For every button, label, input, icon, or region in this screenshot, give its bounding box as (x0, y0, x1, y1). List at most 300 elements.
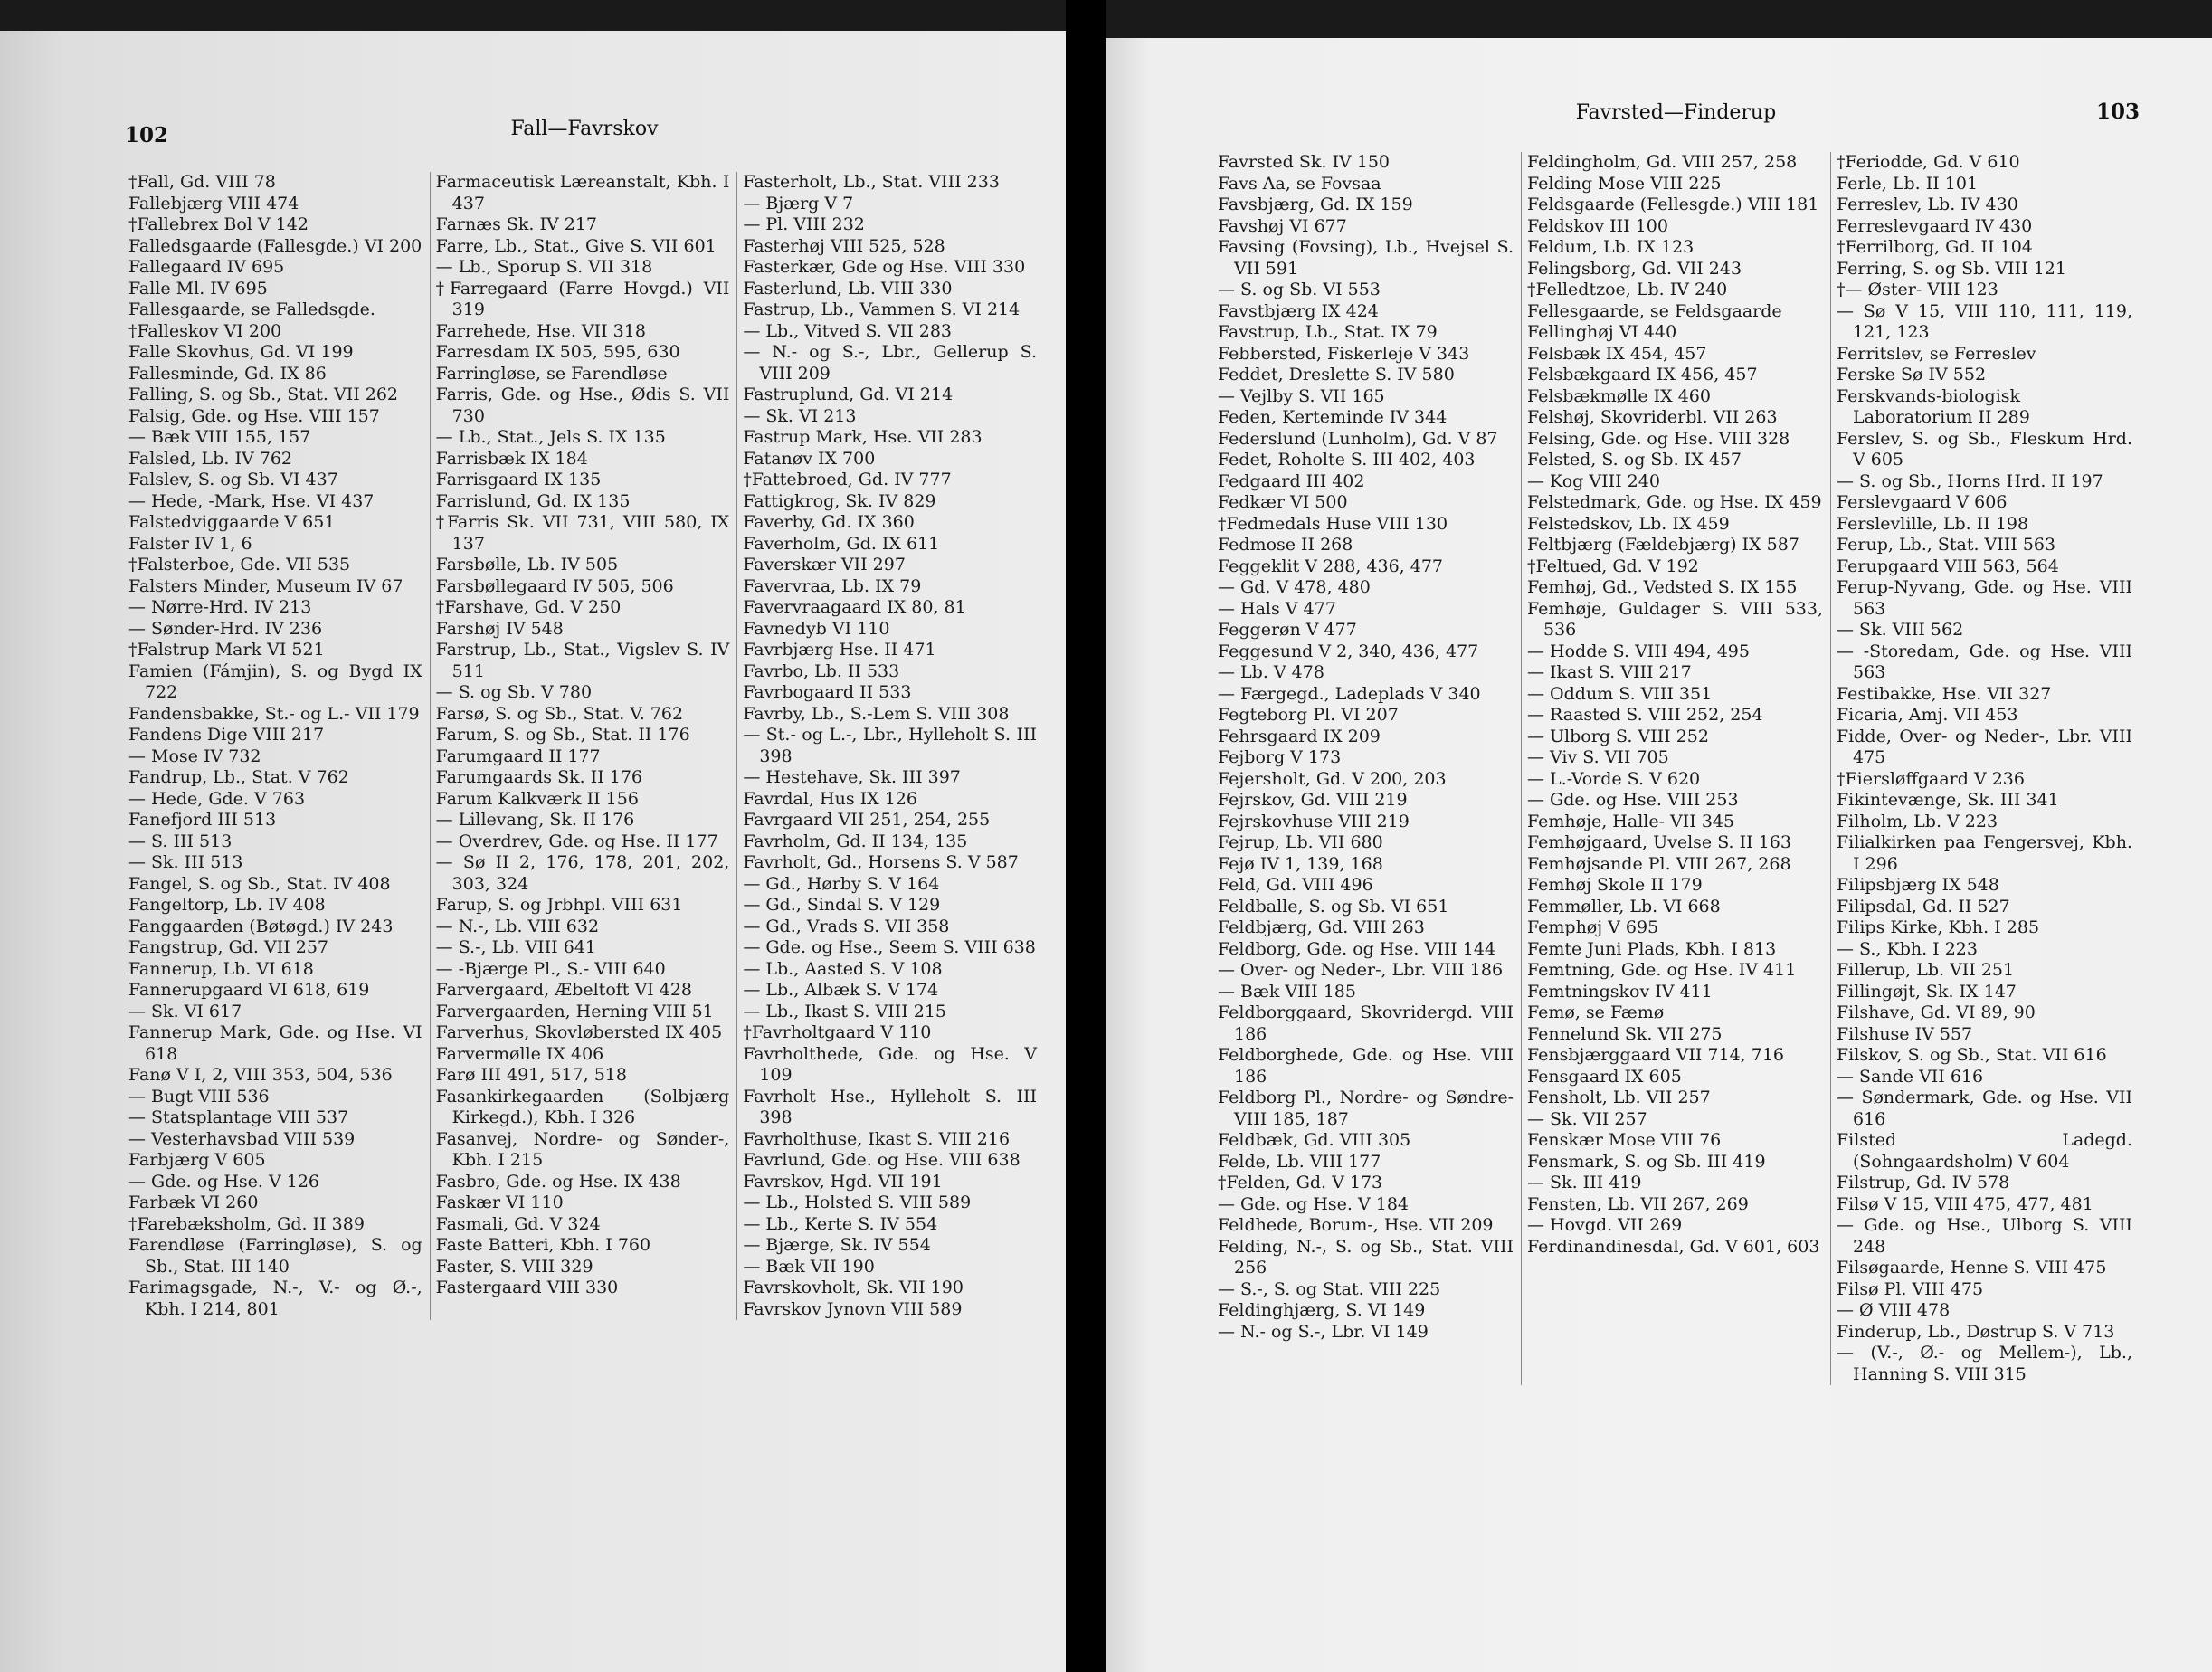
index-entry: — Hodde S. VIII 494, 495 (1527, 641, 1750, 661)
index-entry: Festibakke, Hse. VII 327 (1837, 683, 2052, 704)
index-entry: — Lb., Vitved S. VII 283 (743, 320, 953, 341)
index-entry: Ferske Sø IV 552 (1837, 365, 1987, 385)
index-entry: Femtning, Gde. og Hse. IV 411 (1527, 960, 1797, 980)
index-entry: Farendløse (Farringløse), S. og Sb., Stat. III 140 (128, 1235, 422, 1277)
index-entry: Favervraa, Lb. IX 79 (743, 575, 922, 596)
page-number: 103 (2095, 100, 2140, 124)
index-entry: Fandrup, Lb., Stat. V 762 (128, 767, 349, 787)
index-entry: Falsled, Lb. IV 762 (128, 448, 293, 469)
index-entry: Felingsborg, Gd. VII 243 (1527, 258, 1742, 279)
index-entry: — S.-, S. og Stat. VIII 225 (1218, 1278, 1441, 1299)
index-entry: Fedet, Roholte S. III 402, 403 (1218, 450, 1476, 470)
index-entry: — Lb., Ikast S. VIII 215 (743, 1001, 947, 1021)
index-entry: Favrgaard VII 251, 254, 255 (743, 810, 991, 830)
index-entry: Farmaceutisk Læreanstalt, Kbh. I 437 (435, 172, 730, 214)
index-entry: — Sk. VI 213 (743, 405, 857, 426)
index-entry: Fejrskov, Gd. VIII 219 (1218, 790, 1408, 810)
index-entry: Felsbækmølle IX 460 (1527, 385, 1711, 406)
index-entry: Fedkær VI 500 (1218, 492, 1348, 512)
index-entry: †Fall, Gd. VIII 78 (128, 172, 276, 192)
index-entry: †Ferrilborg, Gd. II 104 (1837, 237, 2033, 257)
index-entry: Fannerup, Lb. VI 618 (128, 958, 314, 979)
index-entry: Femtningskov IV 411 (1527, 981, 1713, 1002)
index-entry: Feldingholm, Gd. VIII 257, 258 (1527, 152, 1798, 172)
index-entry: Feldballe, S. og Sb. VI 651 (1218, 896, 1449, 917)
index-entry: Ferupgaard VIII 563, 564 (1837, 556, 2059, 576)
index-entry: Favstrup, Lb., Stat. IX 79 (1218, 322, 1438, 342)
index-entry: Farrislund, Gd. IX 135 (435, 490, 631, 511)
index-entry: Ferskvands-biologisk Laboratorium II 289 (1837, 385, 2030, 427)
index-entry: Favrskov Jynovn VIII 589 (743, 1298, 963, 1319)
index-entry: Filips Kirke, Kbh. I 285 (1837, 917, 2040, 937)
index-entry: Fasanvej, Nordre- og Sønder-, Kbh. I 215 (435, 1128, 730, 1170)
index-entry: Faverby, Gd. IX 360 (743, 512, 915, 532)
index-entry: Favrbogaard II 533 (743, 682, 912, 702)
index-entry: †Fedmedals Huse VIII 130 (1218, 513, 1448, 534)
index-column (123, 172, 430, 1320)
index-entry: Feld, Gd. VIII 496 (1218, 875, 1373, 895)
index-entry: — Sø V 15, VIII 110, 111, 119, 121, 123 (1837, 300, 2132, 342)
index-entry: Favrbjærg Hse. II 471 (743, 640, 936, 660)
running-title: Favrsted—Finderup (1575, 101, 1777, 124)
index-entry: — Lillevang, Sk. II 176 (435, 810, 635, 830)
index-entry: — Færgegd., Ladeplads V 340 (1218, 683, 1481, 704)
index-entry: †Farris Sk. VII 731, VIII 580, IX 137 (435, 512, 730, 554)
index-entry: — Hestehave, Sk. III 397 (743, 767, 961, 787)
index-entry: — Ø VIII 478 (1837, 1300, 1951, 1320)
index-entry: — Over- og Neder-, Lbr. VIII 186 (1218, 960, 1504, 980)
index-entry: Ferring, S. og Sb. VIII 121 (1837, 258, 2066, 279)
index-entry: — N.- og S.-, Lbr., Gellerup S. VIII 209 (743, 342, 1038, 384)
index-entry: Filsø Pl. VIII 475 (1837, 1278, 1984, 1299)
index-entry: Farnæs Sk. IV 217 (435, 214, 598, 234)
page-header (1212, 0, 2140, 152)
index-entry: Fastrup Mark, Hse. VII 283 (743, 427, 983, 447)
index-entry: Farstrup, Lb., Stat., Vigslev S. IV 511 (435, 640, 730, 681)
index-entry: Falle Ml. IV 695 (128, 278, 268, 299)
index-entry: Fallegaard IV 695 (128, 257, 285, 277)
index-entry: Fedmose II 268 (1218, 535, 1353, 555)
index-entry: — Vejlby S. VII 165 (1218, 385, 1385, 406)
index-entry: — -Storedam, Gde. og Hse. VIII 563 (1837, 641, 2132, 682)
index-entry: Farbæk VI 260 (128, 1192, 259, 1212)
index-entry: Farup, S. og Jrbhpl. VIII 631 (435, 895, 683, 915)
index-entry: — Bjærg V 7 (743, 193, 854, 214)
index-entry: Favrskov, Hgd. VII 191 (743, 1171, 943, 1192)
index-entry: Femhøje, Halle- VII 345 (1527, 811, 1735, 831)
index-entry: Filsø V 15, VIII 475, 477, 481 (1837, 1193, 2093, 1214)
right-page (1106, 0, 2212, 1672)
index-entry: Fangel, S. og Sb., Stat. IV 408 (128, 873, 391, 894)
index-entry: Favrbo, Lb. II 533 (743, 660, 900, 681)
index-entry: Fellesgaarde, se Feldsgaarde (1527, 300, 1782, 321)
index-entry: Feldborg, Gde. og Hse. VIII 144 (1218, 938, 1496, 959)
index-entry: Faste Batteri, Kbh. I 760 (435, 1235, 651, 1255)
index-entry: — L.-Vorde S. V 620 (1527, 768, 1701, 789)
index-entry: — Sk. VII 257 (1527, 1108, 1647, 1129)
index-column (736, 172, 1044, 1320)
index-entry: Feggeklit V 288, 436, 477 (1218, 556, 1444, 576)
index-entry: Femhøj Skole II 179 (1527, 875, 1703, 895)
index-entry: Farimagsgade, N.-, V.- og Ø.-, Kbh. I 214, 801 (128, 1278, 422, 1319)
index-entry: — Pl. VIII 232 (743, 214, 865, 234)
index-entry: Fikintevænge, Sk. III 341 (1837, 790, 2059, 810)
index-entry: Farsbølle, Lb. IV 505 (435, 555, 619, 575)
index-entry: Fastergaard VIII 330 (435, 1278, 619, 1297)
index-entry: Farre, Lb., Stat., Give S. VII 601 (435, 235, 717, 256)
index-entry: Fejø IV 1, 139, 168 (1218, 853, 1383, 874)
index-entry: Fastruplund, Gd. VI 214 (743, 385, 954, 404)
index-entry: Fensmark, S. og Sb. III 419 (1527, 1151, 1766, 1172)
index-entry: Feldborg Pl., Nordre- og Søndre- VIII 185, 187 (1218, 1088, 1514, 1129)
index-entry: Fanggaarden (Bøtøgd.) IV 243 (128, 916, 394, 936)
index-entry: — Hovgd. VII 269 (1527, 1215, 1683, 1235)
index-entry: — Nørre-Hrd. IV 213 (128, 597, 312, 617)
index-entry: — Sk. VIII 562 (1837, 620, 1964, 640)
index-entry: — S. III 513 (128, 831, 233, 851)
index-entry: Fattigkrog, Sk. IV 829 (743, 490, 936, 511)
index-entry: Feddet, Dreslette S. IV 580 (1218, 365, 1455, 385)
index-entry: Fallesminde, Gd. IX 86 (128, 363, 327, 384)
index-entry: †Falstrup Mark VI 521 (128, 640, 325, 660)
index-entry: — Bæk VII 190 (743, 1256, 875, 1277)
index-entry: †Feltued, Gd. V 192 (1527, 556, 1699, 576)
index-entry: Faskær VI 110 (435, 1192, 564, 1212)
index-entry: Favervraagaard IX 80, 81 (743, 597, 966, 617)
index-entry: Fandens Dige VIII 217 (128, 725, 325, 745)
index-entry: Feden, Kerteminde IV 344 (1218, 407, 1448, 427)
index-entry: Favrholt, Gd., Horsens S. V 587 (743, 852, 1019, 872)
index-entry: Federslund (Lunholm), Gd. V 87 (1218, 428, 1498, 449)
index-entry: — -Bjærge Pl., S.- VIII 640 (435, 958, 666, 979)
index-entry: Fallesgaarde, se Falledsgde. (128, 299, 375, 319)
index-entry: Fannerup Mark, Gde. og Hse. VI 618 (128, 1022, 422, 1064)
index-entry: Farvergaarden, Herning VIII 51 (435, 1001, 714, 1021)
index-entry: Falslev, S. og Sb. VI 437 (128, 470, 338, 489)
index-entry: — Overdrev, Gde. og Hse. II 177 (435, 831, 718, 851)
index-entry: Fehrsgaard IX 209 (1218, 726, 1381, 746)
index-entry: — Sk. III 513 (128, 852, 243, 872)
index-entry: Favsing (Fovsing), Lb., Hvejsel S. VII 591 (1218, 237, 1514, 279)
index-entry: Farumgaards Sk. II 176 (435, 767, 643, 787)
index-entry: — (V.-, Ø.- og Mellem-), Lb., Hanning S. VIII 315 (1837, 1343, 2132, 1384)
index-entry: Favsbjærg, Gd. IX 159 (1218, 195, 1413, 214)
index-entry: Fensten, Lb. VII 267, 269 (1527, 1193, 1749, 1214)
index-column (1212, 152, 1521, 1385)
index-entry: — Bæk VIII 185 (1218, 981, 1356, 1002)
index-entry: — Lb. V 478 (1218, 662, 1324, 682)
index-entry: Farum, S. og Sb., Stat. II 176 (435, 725, 690, 745)
index-entry: Falstedviggaarde V 651 (128, 512, 336, 532)
index-entry: †Feriodde, Gd. V 610 (1837, 152, 2020, 172)
index-entry: Feggerøn V 477 (1218, 620, 1357, 640)
index-entry: †— Øster- VIII 123 (1837, 280, 1998, 299)
index-entry: Finderup, Lb., Døstrup S. V 713 (1837, 1321, 2115, 1342)
index-entry: †Farshave, Gd. V 250 (435, 597, 622, 617)
index-entry: — Hede, Gde. V 763 (128, 788, 306, 809)
index-entry: Ferslevgaard V 606 (1837, 492, 2008, 512)
index-entry: Fedgaard III 402 (1218, 470, 1365, 491)
index-entry: Ferup-Nyvang, Gde. og Hse. VIII 563 (1837, 577, 2132, 619)
index-entry: Falle Skovhus, Gd. VI 199 (128, 342, 354, 362)
index-entry: Fasterholt, Lb., Stat. VIII 233 (743, 172, 1000, 192)
index-entry: — Gd. V 478, 480 (1218, 577, 1371, 597)
index-entry: Feldsgaarde (Fellesgde.) VIII 181 (1527, 195, 1819, 214)
index-entry: Fejersholt, Gd. V 200, 203 (1218, 768, 1447, 789)
index-entry: Feldbjærg, Gd. VIII 263 (1218, 917, 1425, 937)
index-entry: Femhøjsande Pl. VIII 267, 268 (1527, 853, 1791, 874)
index-entry: Fejborg V 173 (1218, 747, 1342, 767)
index-entry: Ferslev, S. og Sb., Fleskum Hrd. V 605 (1837, 428, 2132, 470)
index-entry: Ferup, Lb., Stat. VIII 563 (1837, 535, 2056, 555)
index-column (430, 172, 737, 1320)
running-title: Fall—Favrskov (510, 118, 659, 140)
index-entry: Fegteborg Pl. VI 207 (1218, 705, 1399, 725)
index-entry: Feldskov III 100 (1527, 215, 1668, 236)
index-entry: — Ulborg S. VIII 252 (1527, 726, 1709, 746)
index-entry: Feldinghjærg, S. VI 149 (1218, 1300, 1426, 1320)
index-entry: — Søndermark, Gde. og Hse. VII 616 (1837, 1088, 2132, 1129)
index-columns (1212, 152, 2140, 1385)
index-entry: Favrsted Sk. IV 150 (1218, 152, 1391, 172)
index-entry: — Gde. og Hse. V 126 (128, 1171, 320, 1192)
index-entry: — S., Kbh. I 223 (1837, 938, 1978, 959)
index-entry: Favrholt Hse., Hylleholt S. III 398 (743, 1086, 1038, 1127)
index-entry: Favshøj VI 677 (1218, 215, 1347, 236)
index-entry: Favnedyb VI 110 (743, 618, 890, 639)
index-entry: Fasmali, Gd. V 324 (435, 1213, 601, 1234)
index-entry: Filipsdal, Gd. II 527 (1837, 896, 2010, 917)
index-entry: Farsø, S. og Sb., Stat. V. 762 (435, 703, 684, 724)
index-entry: Fallebjærg VIII 474 (128, 193, 299, 214)
index-entry: Favrholm, Gd. II 134, 135 (743, 831, 968, 851)
index-entry: Favrdal, Hus IX 126 (743, 788, 917, 809)
index-entry: Femhøje, Guldager S. VIII 533, 536 (1527, 598, 1823, 640)
index-entry: Febbersted, Fiskerleje V 343 (1218, 343, 1470, 364)
index-entry: Filshuse IV 557 (1837, 1023, 1973, 1044)
index-entry: †Fiersløffgaard V 236 (1837, 768, 2025, 789)
index-entry: — S.-, Lb. VIII 641 (435, 937, 596, 957)
index-entry: — Oddum S. VIII 351 (1527, 683, 1713, 704)
index-entry: Farbjærg V 605 (128, 1150, 266, 1170)
index-entry: Ferslevlille, Lb. II 198 (1837, 513, 2029, 534)
index-entry: Filsøgaarde, Henne S. VIII 475 (1837, 1258, 2107, 1278)
index-entry: Filialkirken paa Fengersvej, Kbh. I 296 (1837, 832, 2132, 874)
index-entry: — Vesterhavsbad VIII 539 (128, 1128, 356, 1149)
index-entry: — Kog VIII 240 (1527, 470, 1660, 491)
index-entry: Felsted, S. og Sb. IX 457 (1527, 450, 1742, 470)
index-entry: Filipsbjærg IX 548 (1837, 875, 1999, 895)
index-entry: Famien (Fámjin), S. og Bygd IX 722 (128, 660, 422, 702)
index-entry: Filshave, Gd. VI 89, 90 (1837, 1002, 2036, 1022)
index-entry: — Gd., Hørby S. V 164 (743, 873, 940, 894)
index-entry: — Gde. og Hse., Seem S. VIII 638 (743, 937, 1036, 957)
index-entry: Favrlund, Gde. og Hse. VIII 638 (743, 1150, 1021, 1170)
index-entry: Fensbjærggaard VII 714, 716 (1527, 1045, 1785, 1065)
index-entry: Fenskær Mose VIII 76 (1527, 1130, 1722, 1150)
index-entry: Fidde, Over- og Neder-, Lbr. VIII 475 (1837, 726, 2132, 767)
index-entry: Falling, S. og Sb., Stat. VII 262 (128, 385, 399, 404)
index-entry: Fannerupgaard VI 618, 619 (128, 980, 370, 1000)
index-entry: †Fattebroed, Gd. IV 777 (743, 470, 952, 489)
index-entry: Farshøj IV 548 (435, 618, 564, 639)
index-entry: Felstedmark, Gde. og Hse. IX 459 (1527, 492, 1822, 512)
index-entry: Falster IV 1, 6 (128, 533, 252, 554)
index-entry: Feggesund V 2, 340, 436, 477 (1218, 641, 1479, 661)
index-entry: — S. og Sb., Horns Hrd. II 197 (1837, 470, 2103, 491)
index-entry: Fasterhøj VIII 525, 528 (743, 235, 945, 256)
index-entry: Feltbjærg (Fældebjærg) IX 587 (1527, 535, 1799, 555)
index-entry: Farverhus, Skovløbersted IX 405 (435, 1022, 723, 1042)
index-entry: †Favrholtgaard V 110 (743, 1022, 932, 1042)
index-entry: — Viv S. VII 705 (1527, 747, 1669, 767)
index-entry: — Raasted S. VIII 252, 254 (1527, 705, 1763, 725)
index-entry: — Mose IV 732 (128, 746, 261, 766)
page-number: 102 (125, 123, 169, 147)
index-entry: — Sø II 2, 176, 178, 201, 202, 303, 324 (435, 852, 730, 894)
index-entry: — Gd., Vrads S. VII 358 (743, 916, 950, 936)
index-entry: Felsing, Gde. og Hse. VIII 328 (1527, 428, 1790, 449)
index-entry: Femhøj, Gd., Vedsted S. IX 155 (1527, 577, 1798, 597)
index-entry: Farrehede, Hse. VII 318 (435, 320, 646, 341)
index-entry: †Falsterboe, Gde. VII 535 (128, 555, 351, 575)
index-entry: †Falleskov VI 200 (128, 320, 282, 341)
index-entry: Fatanøv IX 700 (743, 448, 876, 469)
index-entry: Femphøj V 695 (1527, 917, 1659, 937)
index-entry: — Lb., Kerte S. IV 554 (743, 1213, 938, 1234)
index-entry: Faverskær VII 297 (743, 555, 906, 575)
index-entry: Fangeltorp, Lb. IV 408 (128, 895, 326, 915)
index-entry: — Gde. og Hse., Ulborg S. VIII 248 (1837, 1215, 2132, 1257)
index-entry: Felde, Lb. VIII 177 (1218, 1151, 1381, 1172)
index-entry: Feldum, Lb. IX 123 (1527, 237, 1695, 257)
index-entry: Favrholthede, Gde. og Hse. V 109 (743, 1043, 1038, 1085)
index-entry: Fasterkær, Gde og Hse. VIII 330 (743, 257, 1026, 277)
index-entry: Fastrup, Lb., Vammen S. VI 214 (743, 299, 1021, 319)
index-entry: Filskov, S. og Sb., Stat. VII 616 (1837, 1045, 2107, 1065)
index-entry: — Bæk VIII 155, 157 (128, 427, 311, 447)
index-entry: — Sk. III 419 (1527, 1173, 1642, 1192)
index-entry: Farrisgaard IX 135 (435, 470, 602, 489)
index-entry: Feldbæk, Gd. VIII 305 (1218, 1130, 1411, 1150)
index-entry: Ferle, Lb. II 101 (1837, 173, 1979, 194)
index-entry: Ferdinandinesdal, Gd. V 601, 603 (1527, 1236, 1820, 1257)
index-entry: — Lb., Albæk S. V 174 (743, 980, 939, 1000)
index-entry: Femmøller, Lb. VI 668 (1527, 896, 1721, 917)
index-entry: — S. og Sb. V 780 (435, 682, 593, 702)
index-entry: — N.- og S.-, Lbr. VI 149 (1218, 1321, 1429, 1342)
index-entry: — N.-, Lb. VIII 632 (435, 916, 600, 936)
index-entry: — Ikast S. VIII 217 (1527, 662, 1692, 682)
index-entry: Feldborghede, Gde. og Hse. VIII 186 (1218, 1045, 1514, 1087)
index-entry: Favrskovholt, Sk. VII 190 (743, 1278, 964, 1297)
index-entry: Falsig, Gde. og Hse. VIII 157 (128, 405, 380, 426)
index-entry: — Bugt VIII 536 (128, 1086, 270, 1107)
index-entry: Fillingøjt, Sk. IX 147 (1837, 981, 2017, 1002)
index-entry: Favrby, Lb., S.-Lem S. VIII 308 (743, 703, 1010, 724)
index-entry: Falledsgaarde (Fallesgde.) VI 200 (128, 235, 422, 256)
index-columns (123, 172, 1044, 1320)
index-entry: Filholm, Lb. V 223 (1837, 811, 1998, 831)
index-entry: Farris, Gde. og Hse., Ødis S. VII 730 (435, 385, 730, 426)
index-column (1830, 152, 2140, 1385)
index-entry: Farringløse, se Farendløse (435, 363, 668, 384)
index-entry: Felshøj, Skovriderbl. VII 263 (1527, 407, 1778, 427)
index-entry: Ferreslevgaard IV 430 (1837, 215, 2033, 236)
index-entry: Faverholm, Gd. IX 611 (743, 533, 940, 554)
index-entry: — S. og Sb. VI 553 (1218, 280, 1381, 299)
page-header (123, 0, 1044, 172)
index-entry: Fasbro, Gde. og Hse. IX 438 (435, 1171, 681, 1192)
index-entry: Farvermølle IX 406 (435, 1043, 604, 1064)
index-entry: Filsted Ladegd. (Sohngaardsholm) V 604 (1837, 1130, 2132, 1172)
index-entry: †Farregaard (Farre Hovgd.) VII 319 (435, 278, 730, 319)
index-entry: †Felden, Gd. V 173 (1218, 1173, 1383, 1192)
left-page (0, 0, 1066, 1672)
index-entry: — Lb., Sporup S. VII 318 (435, 257, 653, 277)
index-entry: Farø III 491, 517, 518 (435, 1065, 627, 1085)
index-entry: — Bjærge, Sk. IV 554 (743, 1235, 931, 1255)
index-entry: †Farebæksholm, Gd. II 389 (128, 1213, 365, 1234)
index-entry: Ferreslev, Lb. IV 430 (1837, 195, 2018, 214)
index-entry: Favrholthuse, Ikast S. VIII 216 (743, 1128, 1011, 1149)
index-entry: — Lb., Aasted S. V 108 (743, 958, 943, 979)
index-entry: Farsbøllegaard IV 505, 506 (435, 575, 674, 596)
index-entry: — St.- og L.-, Lbr., Hylleholt S. III 398 (743, 725, 1038, 766)
index-entry: Feldborggaard, Skovridergd. VIII 186 (1218, 1002, 1514, 1044)
index-entry: — Gde. og Hse. V 184 (1218, 1193, 1410, 1214)
index-entry: Falsters Minder, Museum IV 67 (128, 575, 403, 596)
index-entry: Fejrskovhuse VIII 219 (1218, 811, 1410, 831)
index-entry: Fillerup, Lb. VII 251 (1837, 960, 2015, 980)
index-entry: Fellinghøj VI 440 (1527, 322, 1677, 342)
index-entry: — Gd., Sindal S. V 129 (743, 895, 941, 915)
index-entry: Felsbæk IX 454, 457 (1527, 343, 1707, 364)
index-entry: Femhøjgaard, Uvelse S. II 163 (1527, 832, 1791, 852)
index-entry: Felding Mose VIII 225 (1527, 173, 1722, 194)
index-entry: — Hals V 477 (1218, 598, 1336, 619)
index-entry: Farumgaard II 177 (435, 746, 601, 766)
index-entry: Fanefjord III 513 (128, 810, 277, 830)
index-entry: Fangstrup, Gd. VII 257 (128, 937, 329, 957)
index-entry: Favs Aa, se Fovsaa (1218, 173, 1381, 194)
index-entry: — Statsplantage VIII 537 (128, 1107, 349, 1127)
index-entry: Faster, S. VIII 329 (435, 1256, 593, 1277)
index-entry: Feldhede, Borum-, Hse. VII 209 (1218, 1215, 1494, 1235)
index-entry: — Lb., Stat., Jels S. IX 135 (435, 427, 666, 447)
index-entry: — Gde. og Hse. VIII 253 (1527, 790, 1739, 810)
index-entry: Fanø V I, 2, VIII 353, 504, 536 (128, 1065, 393, 1085)
index-entry: Fejrup, Lb. VII 680 (1218, 832, 1383, 852)
index-entry: Felstedskov, Lb. IX 459 (1527, 513, 1730, 534)
index-column (1521, 152, 1830, 1385)
index-entry: Ficaria, Amj. VII 453 (1837, 705, 2018, 725)
index-entry: — Lb., Holsted S. VIII 589 (743, 1192, 972, 1212)
index-entry: Farrisbæk IX 184 (435, 448, 588, 469)
index-entry: Fennelund Sk. VII 275 (1527, 1023, 1723, 1044)
index-entry: Favstbjærg IX 424 (1218, 300, 1379, 321)
index-entry: Felding, N.-, S. og Sb., Stat. VIII 256 (1218, 1236, 1514, 1278)
index-entry: — Sande VII 616 (1837, 1066, 1984, 1087)
index-entry: Filstrup, Gd. IV 578 (1837, 1173, 2010, 1192)
index-entry: — Hede, -Mark, Hse. VI 437 (128, 490, 375, 511)
index-entry: — Sønder-Hrd. IV 236 (128, 618, 323, 639)
index-entry: Femte Juni Plads, Kbh. I 813 (1527, 938, 1777, 959)
index-entry: Ferritslev, se Ferreslev (1837, 343, 2036, 364)
index-entry: †Fallebrex Bol V 142 (128, 214, 309, 234)
index-entry: Fensgaard IX 605 (1527, 1066, 1682, 1087)
index-entry: Felsbækgaard IX 456, 457 (1527, 365, 1758, 385)
